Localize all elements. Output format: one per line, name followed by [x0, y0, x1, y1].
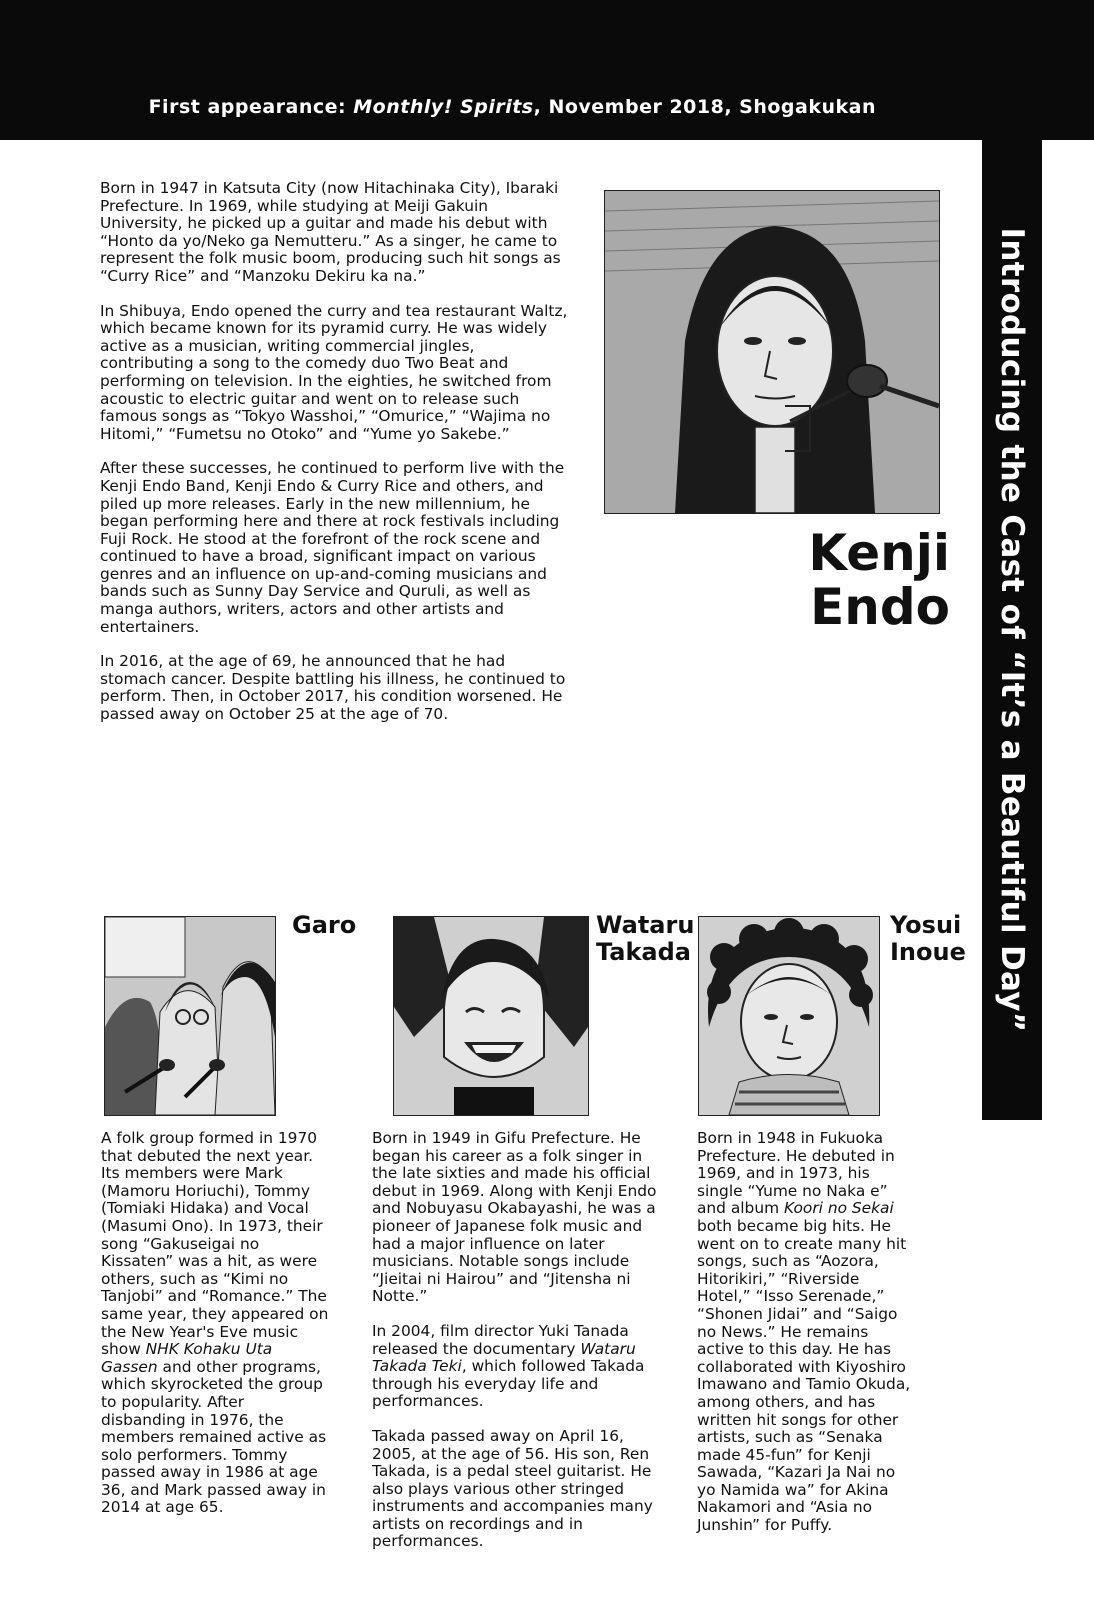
bio-paragraph: In 2004, film director Yuki Tanada released the documentary Wataru Takada Teki, which followed Takada through his everyday life and performances. — [372, 1321, 645, 1411]
bio-paragraph: In Shibuya, Endo opened the curry and tea restaurant Waltz, which became known for its pyramid curry. He was widely active as a musician, writing commercial jingles, contributing a song to the comedy duo Two Beat and performing on television. In the eighties, he switched from acoustic to electric guitar and went on to release such famous songs as “Tokyo Wasshoi,” “Omurice,” “Wajima no Hitomi,” “Fumetsu no Otoko” and “Yume yo Sakebe.” — [100, 301, 568, 443]
yosui-inoue-portrait — [698, 916, 880, 1116]
side-banner — [982, 140, 1042, 1120]
issue-info: , November 2018, Shogakukan — [533, 96, 876, 118]
first-appearance-line — [149, 96, 876, 118]
bio-paragraph: Takada passed away on April 16, 2005, at the age of 56. His son, Ren Takada, is a pedal steel guitarist. He also plays various other stringed instruments and accompanies many artists on recordings and in performances. — [372, 1426, 653, 1551]
wataru-takada-portrait — [393, 916, 589, 1116]
wataru-takada-bio — [372, 1130, 662, 1551]
garo-bio — [101, 1130, 331, 1517]
kenji-endo-name: Kenji Endo — [808, 524, 950, 636]
section-title: Introducing the Cast of “It’s a Beautiful Day” — [994, 227, 1030, 1033]
bio-paragraph: Born in 1948 in Fukuoka Prefecture. He debuted in 1969, and in 1973, his single “Yume no Naka e” and album Koori no Sekai both became big hits. He went on to create many hit songs, such as “Aozora, Hitorikiri,” “Riverside Hotel,” “Isso Serenade,” “Shonen Jidai” and “Saigo no News.” He remains active to this day. He has collaborated with Kiyoshiro Imawano and Tamio Okuda, among others, and has written hit songs for other artists, such as “Senaka made 45-fun” for Kenji Sawada, “Kazari Ja Nai no yo Namida wa” for Akina Nakamori and “Asia no Junshin” for Puffy. — [697, 1129, 911, 1535]
garo-portrait — [104, 916, 276, 1116]
garo-name: Garo — [292, 911, 357, 939]
wataru-takada-name: Wataru Takada — [596, 911, 695, 966]
magazine-title: Monthly! Spirits — [353, 96, 534, 118]
bio-paragraph: A folk group formed in 1970 that debuted the next year. Its members were Mark (Mamoru Horiuchi), Tommy (Tomiaki Hidaka) and Vocal (Masumi Ono). In 1973, their song “Gakuseigai no Kissaten” was a hit, as were others, such as “Kimi no Tanjobi” and “Romance.” The same year, they appeared on the New Year's Eve music show NHK Kohaku Uta Gassen and other programs, which skyrocketed the group to popularity. After disbanding in 1976, the members remained active as solo performers. Tommy passed away in 1986 at age 36, and Mark passed away in 2014 at age 65. — [101, 1129, 329, 1517]
bio-paragraph: Born in 1949 in Gifu Prefecture. He began his career as a folk singer in the late sixties and made his official debut in 1969. Along with Kenji Endo and Nobuyasu Okabayashi, he was a pioneer of Japanese folk music and had a major influence on later musicians. Notable songs include “Jieitai ni Hairou” and “Jitensha ni Notte.” — [372, 1129, 657, 1306]
first-appearance-label: First appearance: — [148, 96, 354, 118]
bio-paragraph: In 2016, at the age of 69, he announced that he had stomach cancer. Despite battling his illness, he continued to perform. Then, in October 2017, his condition worsened. He passed away on October 25 at the age of 70. — [100, 652, 566, 724]
yosui-inoue-name: Yosui Inoue — [890, 911, 966, 966]
bio-paragraph: Born in 1947 in Katsuta City (now Hitachinaka City), Ibaraki Prefecture. In 1969, while studying at Meiji Gakuin University, he picked up a guitar and made his debut with “Honto da yo/Neko ga Nemutteru.” As a singer, he came to represent the folk music boom, producing such hit songs as “Curry Rice” and “Manzoku Dekiru ka na.” — [100, 179, 561, 285]
kenji-endo-portrait — [604, 190, 940, 514]
kenji-endo-bio — [100, 180, 570, 724]
header-bar — [0, 0, 1094, 140]
bio-paragraph: After these successes, he continued to perform live with the Kenji Endo Band, Kenji Endo & Curry Rice and others, and piled up more releases. Early in the new millennium, he began performing here and there at rock festivals including Fuji Rock. He stood at the forefront of the rock scene and continued to have a broad, significant impact on various genres and an influence on up-and-coming musicians and bands such as Sunny Day Service and Quruli, as well as manga authors, writers, actors and other artists and entertainers. — [100, 459, 565, 636]
yosui-inoue-bio — [697, 1130, 917, 1535]
